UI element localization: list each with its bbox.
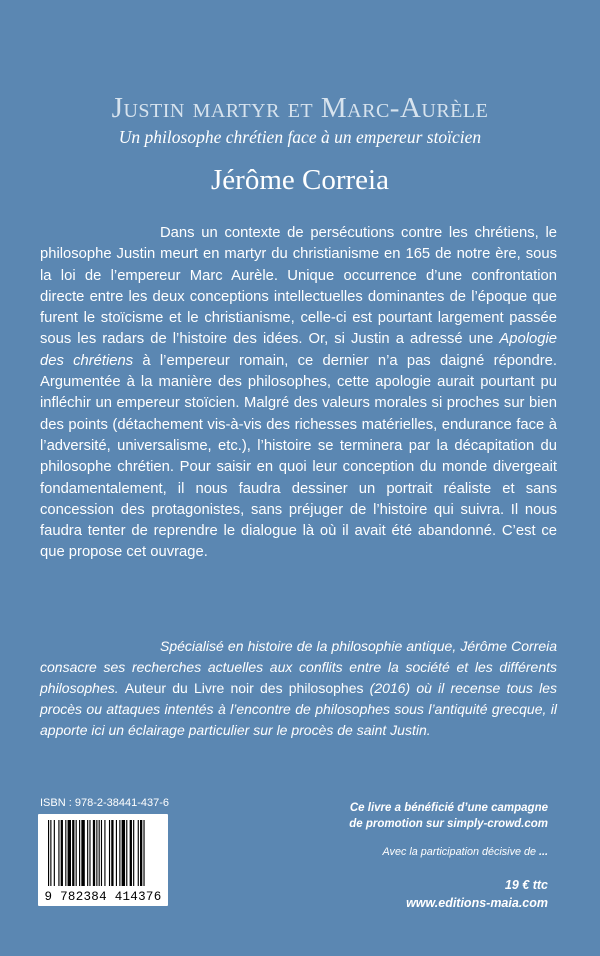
participation-suffix: ... [539, 846, 548, 858]
barcode-bar [96, 820, 97, 886]
barcode-bar [104, 820, 105, 886]
author-bio [40, 636, 557, 741]
bio-part-1: Spécialisé en histoire de la philosophie antique, Jérôme Correia consacre ses recherches actuelles aux conflits entre la société et les différents philosophes. [40, 638, 557, 696]
blurb-work-title: Apologie des chrétiens [40, 331, 557, 369]
barcode-digits: 9 782384 414376 [44, 890, 162, 904]
barcode-bar [61, 820, 63, 886]
participation-prefix: Avec la participation décisive de [382, 846, 539, 858]
bio-part-4: où il recense tous les procès ou attaques intentés à l’encontre de philosophes sous l’antiquité grecque, il apporte ici un éclairage particulier sur le procès de saint Justin. [40, 680, 557, 738]
price: 19 € ttc [504, 878, 548, 892]
author-name: Jérôme Correia [211, 164, 389, 196]
back-cover-blurb [40, 223, 557, 564]
barcode-bar [50, 820, 51, 886]
barcode-bar [133, 820, 134, 886]
barcode-bar [89, 820, 90, 886]
promo-line-1: Ce livre a bénéficié d’une campagne [349, 802, 548, 814]
barcode-bar [54, 820, 55, 886]
barcode-bar [116, 820, 117, 886]
barcode-bar [126, 820, 127, 886]
barcode-bar [48, 820, 49, 886]
barcode-bar [140, 820, 142, 886]
barcode-bar [72, 820, 74, 886]
barcode-bar [68, 820, 71, 886]
barcode-bars [48, 820, 158, 886]
barcode-bar [101, 820, 102, 886]
barcode-bar [93, 820, 95, 886]
bio-part-2: Auteur du Livre noir des philosophes [124, 680, 364, 696]
publisher-website: www.editions-maia.com [406, 896, 548, 910]
barcode-bar [76, 820, 77, 886]
bio-part-3: (2016) [363, 680, 417, 696]
barcode-bar [58, 820, 59, 886]
barcode-bar [79, 820, 80, 886]
barcode-bar [122, 820, 125, 886]
barcode-bar [87, 820, 88, 886]
blurb-text-start: Dans un contexte de persécutions contre les chrétiens, le philosophe Justin meurt en martyr du christianisme en 165 de notre ère, sous la loi de l’empereur Marc Aurèle. Unique occurrence d’une confrontation directe entre les deux conceptions intellectuelles dominantes de l’époque que furent le stoïcisme et le christianisme, celle-ci est pourtant largement passée sous les radars de l’histoire des idées. Or, si Justin a adressé une [40, 225, 557, 348]
book-subtitle: Un philosophe chrétien face à un empereur stoïcien [118, 127, 482, 147]
barcode-bar [130, 820, 132, 886]
barcode-bar [111, 820, 113, 886]
barcode-bar [99, 820, 100, 886]
barcode-bar [119, 820, 120, 886]
barcode-bar [138, 820, 139, 886]
isbn-label: ISBN : 978-2-38441-437-6 [40, 797, 170, 809]
barcode-bar [143, 820, 144, 886]
promo-line-2: de promotion sur simply-crowd.com [349, 818, 548, 830]
barcode-bar [81, 820, 84, 886]
barcode-bar [109, 820, 110, 886]
participation-note [383, 846, 548, 858]
barcode-bar [65, 820, 66, 886]
book-title: Justin martyr et Marc-Aurèle [111, 92, 489, 124]
barcode [38, 814, 168, 906]
blurb-text-end: à l’empereur romain, ce dernier n’a pas daigné répondre. Argumentée à la manière des philosophes, cette apologie aurait pourtant pu infléchir un empereur stoïcien. Malgré des valeurs morales si proches sur bien des points (détachement vis-à-vis des richesses matérielles, endurance face à l’adversité, universalisme, etc.), l’histoire se terminera par la décapitation du philosophe chrétien. Pour saisir en quoi leur conception du monde divergeait fondamentalement, il nous faudra dessiner un portrait réaliste et sans concession des protagonistes, sans préjuger de l’histoire qui suivra. Il nous faudra tenter de reprendre le dialogue là où il avait été abandonné. C’est ce que propose cet ouvrage. [40, 352, 557, 561]
